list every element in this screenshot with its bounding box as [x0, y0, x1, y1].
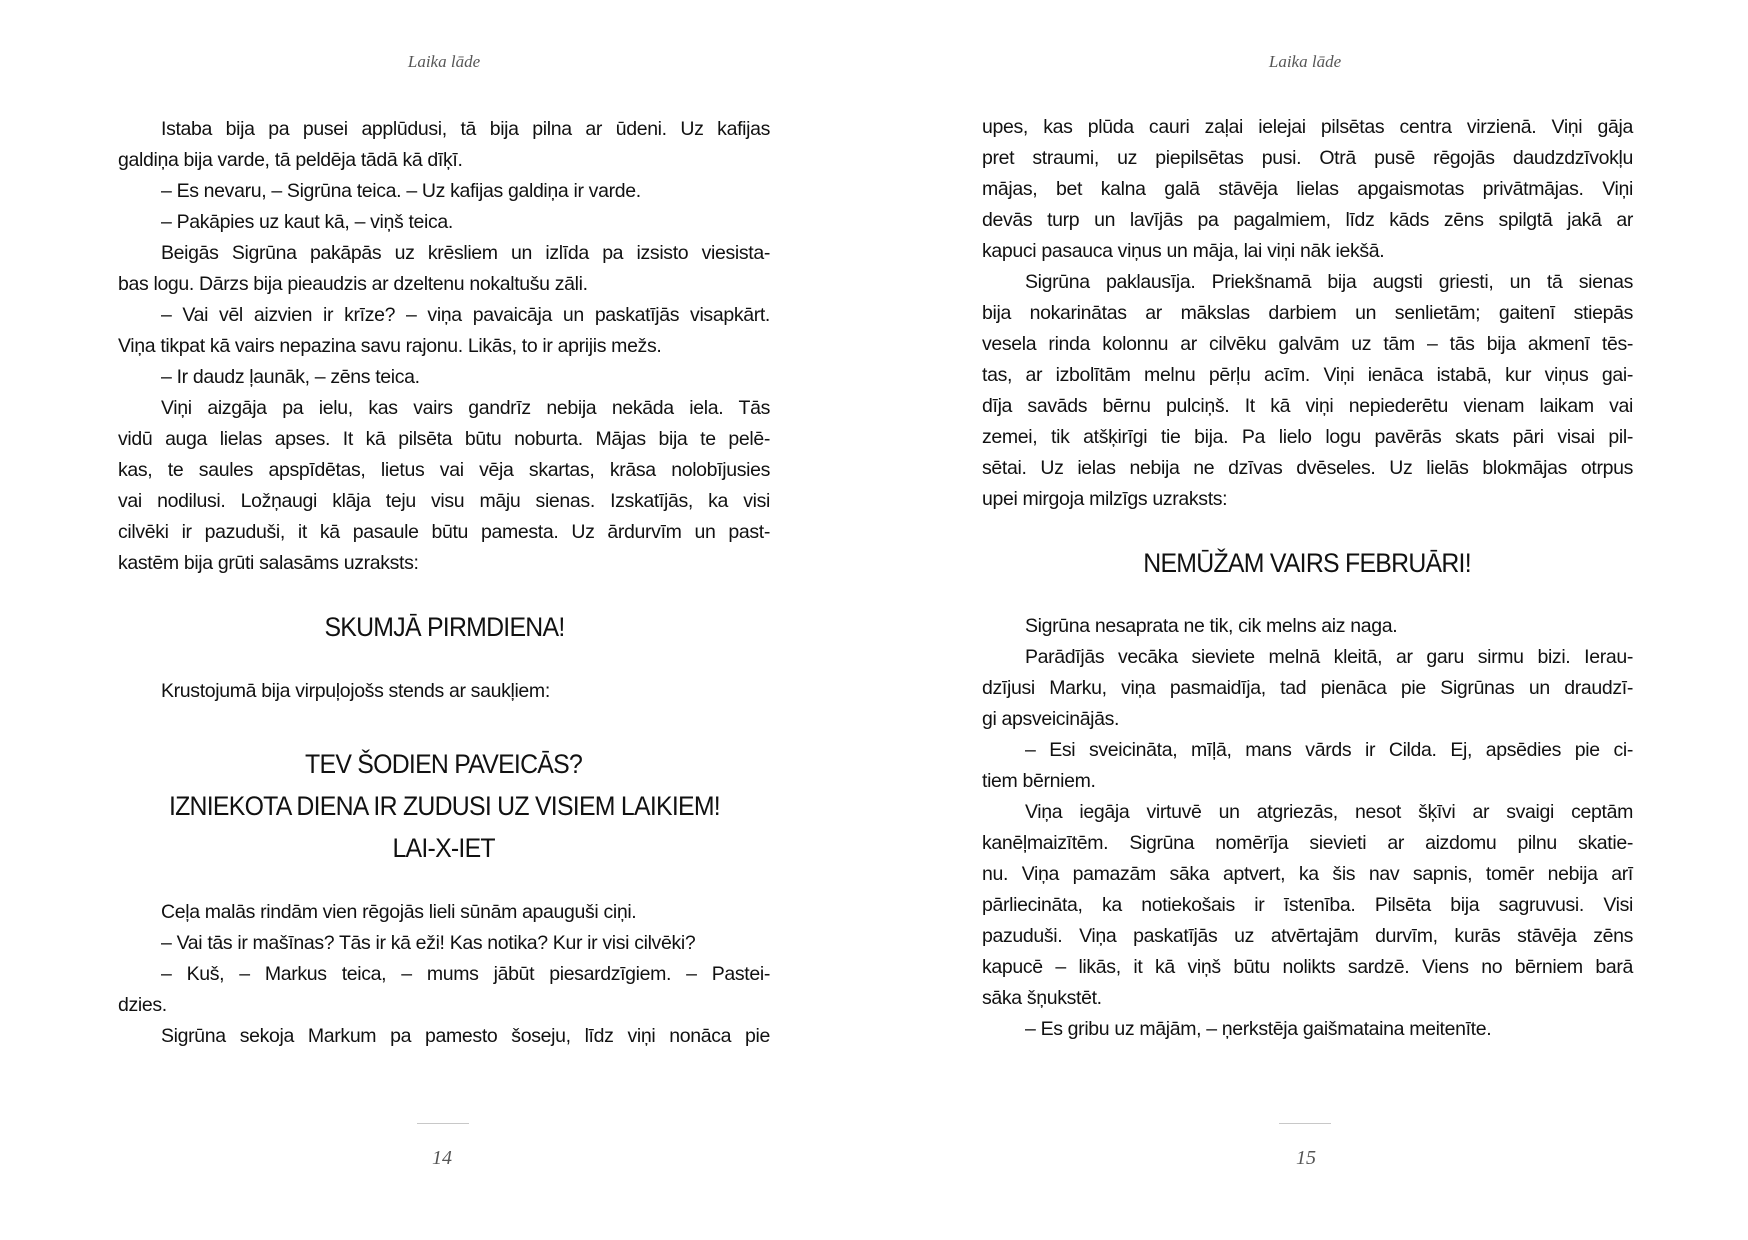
sign-line: IZNIEKOTA DIENA IR ZUDUSI UZ VISIEM LAIKIEM!: [168, 791, 720, 821]
text-line: dīja savāds bērnu pulciņš. It kā viņi nepiederētu vienam laikam vai: [982, 395, 1633, 417]
page-number: 14: [432, 1147, 452, 1169]
text-line: kanēļmaizītēm. Sigrūna nomērīja sievieti ar aizdomu pilnu skatie-: [982, 832, 1633, 854]
slogan-line: [118, 744, 770, 784]
text-line: Beigās Sigrūna pakāpās uz krēsliem un izlīda pa izsisto viesista-: [161, 242, 770, 264]
running-head: Laika lāde: [1268, 52, 1342, 71]
sign-line: TEV ŠODIEN PAVEICĀS?: [305, 749, 583, 779]
footer-rule: [417, 1123, 469, 1124]
running-head: Laika lāde: [407, 52, 481, 71]
text-line: – Kuš, – Markus teica, – mums jābūt piesardzīgiem. – Pastei-: [161, 963, 770, 985]
text-line: Viņi aizgāja pa ielu, kas vairs gandrīz nebija nekāda iela. Tās: [161, 397, 770, 419]
text-line: tiem bērniem.: [982, 770, 1096, 792]
text-line: Sigrūna nesaprata ne tik, cik melns aiz naga.: [1025, 615, 1398, 637]
text-line: bas logu. Dārzs bija pieaudzis ar dzeltenu nokaltušu zāli.: [118, 273, 588, 295]
page-number: 15: [1296, 1147, 1316, 1169]
text-line: mājas, bet kalna galā stāvēja lielas apgaismotas privātmājas. Viņi: [982, 178, 1633, 200]
sign-text: [982, 543, 1633, 583]
right-page: [874, 0, 1748, 1240]
text-line: Krustojumā bija virpuļojošs stends ar saukļiem:: [161, 680, 550, 702]
text-line: – Ir daudz ļaunāk, – zēns teica.: [161, 366, 420, 388]
sign-line: NEMŪŽAM VAIRS FEBRUĀRI!: [1143, 548, 1472, 578]
text-line: Viņa iegāja virtuvē un atgriezās, nesot šķīvi ar svaigi ceptām: [1025, 801, 1633, 823]
text-line: sētai. Uz ielas nebija ne dzīvas dvēseles. Uz lielās blokmājas otrpus: [982, 457, 1633, 479]
sign-text: [118, 607, 770, 647]
footer-rule: [1279, 1123, 1331, 1124]
text-line: kapucē – likās, it kā viņš būtu nolikts sardzē. Viens no bērniem barā: [982, 956, 1633, 978]
text-line: galdiņa bija varde, tā peldēja tādā kā dīķī.: [118, 149, 463, 171]
text-line: kapuci pasauca viņus un māja, lai viņi nāk iekšā.: [982, 240, 1385, 262]
text-line: sāka šņukstēt.: [982, 987, 1102, 1009]
text-line: dzies.: [118, 994, 167, 1016]
text-line: upes, kas plūda cauri zaļai ielejai pilsētas centra virzienā. Viņi gāja: [982, 116, 1633, 138]
text-line: vesela rinda kolonnu ar cilvēku galvām uz tām – tās bija akmenī tēs-: [982, 333, 1633, 355]
text-line: pārliecināta, ka notiekošais ir īstenība. Pilsēta bija sagruvusi. Visi: [982, 894, 1633, 916]
text-line: – Vai vēl aizvien ir krīze? – viņa pavaicāja un paskatījās visapkārt.: [161, 304, 770, 326]
sign-line: LAI-X-IET: [392, 833, 496, 863]
text-line: Ceļa malās rindām vien rēgojās lieli sūnām apauguši ciņi.: [161, 901, 637, 923]
text-line: gi apsveicinājās.: [982, 708, 1120, 730]
text-line: nu. Viņa pamazām sāka aptvert, ka šis nav sapnis, tomēr nebija arī: [982, 863, 1633, 885]
text-line: vai nodilusi. Ložņaugi klāja teju visu māju sienas. Izskatījās, ka visi: [118, 490, 770, 512]
text-line: devās turp un lavījās pa pagalmiem, līdz kāds zēns spilgtā jakā ar: [982, 209, 1633, 231]
text-line: dzījusi Marku, viņa pasmaidīja, tad pienāca pie Sigrūnas un draudzī-: [982, 677, 1633, 699]
slogan-line: [118, 786, 770, 826]
text-line: Viņa tikpat kā vairs nepazina savu rajonu. Likās, to ir aprijis mežs.: [118, 335, 662, 357]
sign-line: SKUMJĀ PIRMDIENA!: [323, 612, 565, 642]
text-line: Sigrūna sekoja Markum pa pamesto šoseju, līdz viņi nonāca pie: [161, 1025, 770, 1047]
text-line: – Es nevaru, – Sigrūna teica. – Uz kafijas galdiņa ir varde.: [161, 180, 641, 202]
text-line: Sigrūna paklausīja. Priekšnamā bija augsti griesti, un tā sienas: [1025, 271, 1633, 293]
text-line: kastēm bija grūti salasāms uzraksts:: [118, 552, 419, 574]
text-line: – Vai tās ir mašīnas? Tās ir kā eži! Kas notika? Kur ir visi cilvēki?: [161, 932, 696, 954]
text-line: Istaba bija pa pusei applūdusi, tā bija pilna ar ūdeni. Uz kafijas: [161, 118, 770, 140]
text-line: pret straumi, uz piepilsētas pusi. Otrā pusē rēgojās daudzdzīvokļu: [982, 147, 1633, 169]
slogan-line: [118, 828, 770, 868]
text-line: – Esi sveicināta, mīļā, mans vārds ir Cilda. Ej, apsēdies pie ci-: [1025, 739, 1633, 761]
text-line: upei mirgoja milzīgs uzraksts:: [982, 488, 1228, 510]
text-line: Parādījās vecāka sieviete melnā kleitā, ar garu sirmu bizi. Ierau-: [1025, 646, 1633, 668]
text-line: cilvēki ir pazuduši, it kā pasaule būtu pamesta. Uz ārdurvīm un past-: [118, 521, 770, 543]
text-line: pazuduši. Viņa paskatījās uz atvērtajām durvīm, kurās stāvēja zēns: [982, 925, 1633, 947]
text-line: – Pakāpies uz kaut kā, – viņš teica.: [161, 211, 453, 233]
text-line: kas, te saules apspīdētas, lietus vai vēja skartas, krāsa nolobījusies: [118, 459, 770, 481]
text-line: vidū auga lielas apses. It kā pilsēta būtu noburta. Mājas bija te pelē-: [118, 428, 770, 450]
text-line: zemei, tik atšķirīgi tie bija. Pa lielo logu pavērās skats pāri visai pil-: [982, 426, 1633, 448]
text-line: bija nokarinātas ar mākslas darbiem un senlietām; gaitenī stiepās: [982, 302, 1633, 324]
text-line: – Es gribu uz mājām, – ņerkstēja gaišmataina meitenīte.: [1025, 1018, 1492, 1040]
text-line: tas, ar izbolītām melnu pērļu acīm. Viņi ienāca istabā, kur viņus gai-: [982, 364, 1633, 386]
